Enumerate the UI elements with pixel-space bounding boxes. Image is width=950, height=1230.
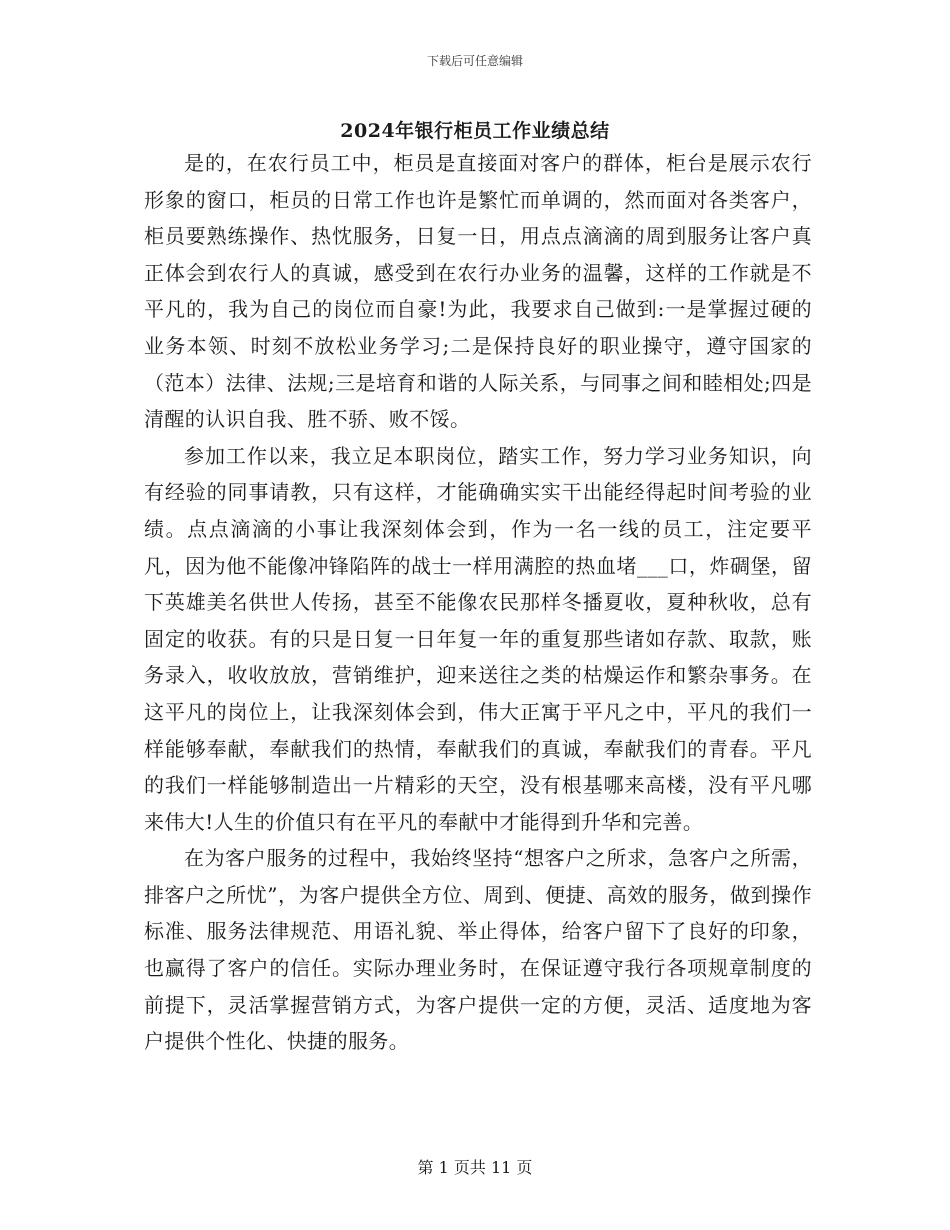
paragraph-1: 是的，在农行员工中，柜员是直接面对客户的群体，柜台是展示农行形象的窗口，柜员的日常工作也许是繁忙而单调的，然而面对各类客户，柜员要熟练操作、热忱服务，日复一日，用点点滴滴的周到服务让客户真正体会到农行人的真诚，感受到在农行办业务的温馨，这样的工作就是不平凡的，我为自己的岗位而自豪!为此，我要求自己做到:一是掌握过硬的业务本领、时刻不放松业务学习;二是保持良好的职业操守，遵守国家的（范本）法律、法规;三是培育和谐的人际关系，与同事之间和睦相处;四是清醒的认识自我、胜不骄、败不馁。 xyxy=(144,151,812,432)
running-header: 下载后可任意编辑 xyxy=(426,54,523,68)
document-title: 2024年银行柜员工作业绩总结 xyxy=(340,120,610,142)
document-body xyxy=(144,145,812,1060)
paragraph-2: 参加工作以来，我立足本职岗位，踏实工作，努力学习业务知识，向有经验的同事请教，只有这样，才能确确实实干出能经得起时间考验的业绩。点点滴滴的小事让我深刻体会到，作为一名一线的员工，注定要平凡，因为他不能像冲锋陷阵的战士一样用满腔的热血堵___口，炸碉堡，留下英雄美名供世人传扬，甚至不能像农民那样冬播夏收，夏种秋收，总有固定的收获。有的只是日复一日年复一年的重复那些诸如存款、取款，账务录入，收收放放，营销维护，迎来送往之类的枯燥运作和繁杂事务。在这平凡的岗位上，让我深刻体会到，伟大正寓于平凡之中，平凡的我们一样能够奉献，奉献我们的热情，奉献我们的真诚，奉献我们的青春。平凡的我们一样能够制造出一片精彩的天空，没有根基哪来高楼，没有平凡哪来伟大!人生的价值只有在平凡的奉献中才能得到升华和完善。 xyxy=(144,443,812,834)
page-number: 第 1 页共 11 页 xyxy=(417,1158,533,1177)
paragraph-3: 在为客户服务的过程中，我始终坚持“想客户之所求，急客户之所需，排客户之所忧”，为客户提供全方位、周到、便捷、高效的服务，做到操作标准、服务法律规范、用语礼貌、举止得体，给客户留下了良好的印象，也赢得了客户的信任。实际办理业务时，在保证遵守我行各项规章制度的前提下，灵活掌握营销方式，为客户提供一定的方便，灵活、适度地为客户提供个性化、快捷的服务。 xyxy=(144,846,812,1054)
